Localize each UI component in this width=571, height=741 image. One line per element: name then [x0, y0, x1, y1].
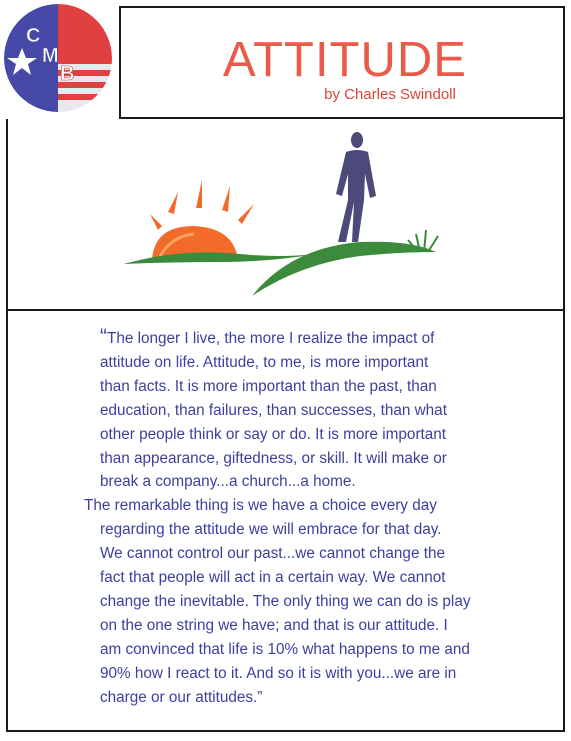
byline: by Charles Swindoll — [324, 86, 456, 103]
frame-section-divider — [6, 309, 565, 311]
standing-person-figure — [336, 132, 376, 242]
sun-rays — [150, 180, 254, 230]
quote-line: 90% how I react to it. And so it is with you...we are in — [100, 664, 457, 682]
quote-line: We cannot control our past...we cannot change the — [100, 545, 445, 563]
quote-line: on the one string we have; and that is our attitude. I — [100, 616, 448, 634]
quote-line: education, than failures, than successes, than what — [100, 401, 447, 419]
page-title: ATTITUDE — [223, 33, 467, 87]
frame-bottom-border — [6, 730, 565, 732]
quote-line: change the inevitable. The only thing we can do is play — [100, 592, 471, 610]
cmb-logo — [0, 0, 120, 118]
frame-top-border — [120, 6, 565, 8]
quote-line: The remarkable thing is we have a choice every day — [84, 497, 437, 515]
quote-line: regarding the attitude we will embrace for that day. — [100, 521, 442, 539]
quote-text — [84, 325, 500, 710]
frame-right-border — [563, 119, 565, 732]
frame-header-right-border — [563, 6, 565, 119]
quote-line: than facts. It is more important than the past, than — [100, 377, 437, 395]
logo-letter-b: B — [60, 63, 75, 85]
quote-line: “The longer I live, the more I realize the impact of — [100, 325, 435, 348]
frame-left-border — [6, 119, 8, 732]
frame-header-left-border — [119, 6, 121, 119]
quote-line: other people think or say or do. It is more important — [100, 425, 447, 443]
quote-line: break a company...a church...a home. — [100, 473, 356, 491]
frame-header-bottom-border — [119, 117, 565, 119]
open-quote-mark: “ — [100, 325, 107, 348]
logo-letter-m: M — [42, 45, 59, 67]
sunrise-person-on-hill-illustration — [120, 130, 450, 300]
quote-line: attitude on life. Attitude, to me, is more important — [100, 353, 429, 371]
quote-line: than appearance, giftedness, or skill. It will make or — [100, 449, 447, 467]
right-hill — [252, 242, 436, 296]
logo-letter-c: C — [26, 25, 41, 47]
quote-line: am convinced that life is 10% what happens to me and — [100, 640, 470, 658]
quote-line: charge or our attitudes.” — [100, 688, 263, 706]
quote-line: fact that people will act in a certain way. We cannot — [100, 569, 446, 587]
